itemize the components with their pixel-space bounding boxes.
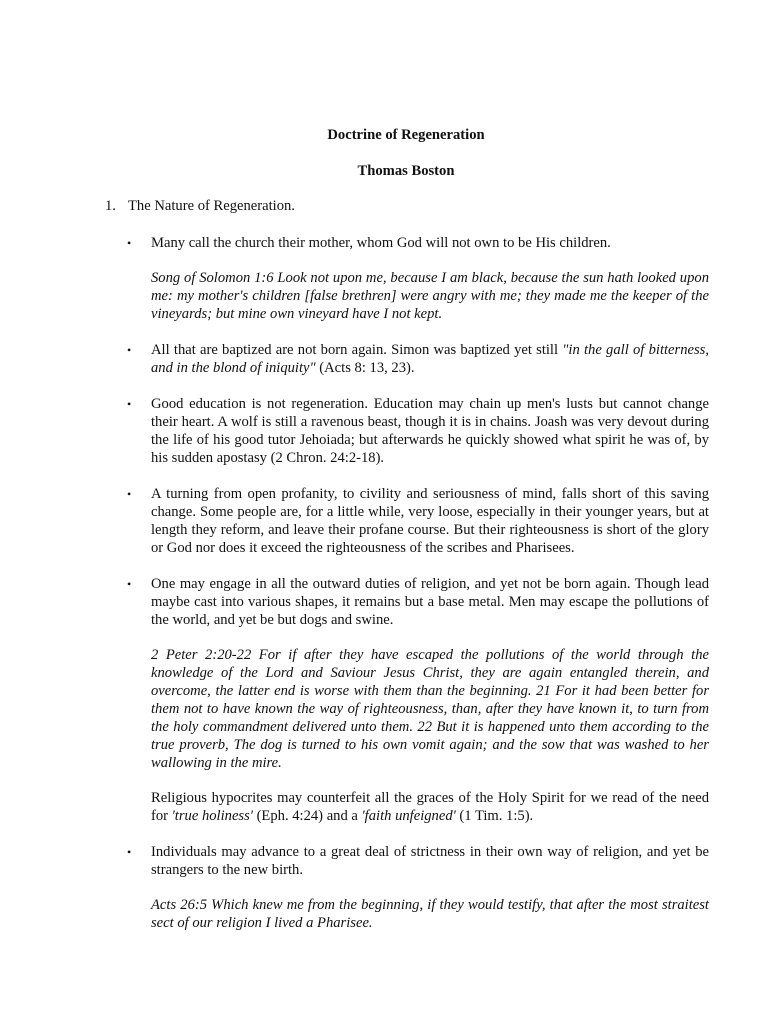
- item-text: A turning from open profanity, to civility and seriousness of mind, falls short of this saving change. Some people are, for a little while, very loose, especially in their younger years, but at length they reform, and leave their profane course. But their righteousness is short of the glory or God nor does it exceed the righteousness of the scribes and Pharisees.: [151, 486, 709, 556]
- document-author: Thomas Boston: [357, 163, 455, 179]
- list-item: [127, 843, 709, 932]
- bullet-icon: •: [127, 577, 132, 591]
- item-text: One may engage in all the outward duties of religion, and yet not be born again. Though lead maybe cast into various shapes, it remains but a base metal. Men may escape the pollutions of the world, and yet be but dogs and swine.: [151, 576, 709, 628]
- extra-text-italic-holiness: 'true holiness': [171, 808, 253, 824]
- extra-text-mid: (Eph. 4:24) and a: [252, 808, 362, 824]
- scripture-quote: 2 Peter 2:20-22 For if after they have escaped the pollutions of the world through the knowledge of the Lord and Saviour Jesus Christ, they are again entangled therein, and overcome, the latter end is worse with them than the beginning. 21 For it had been better for them not to have known the way of righteousness, than, after they have known it, to turn from the holy commandment delivered unto them. 22 But it is happened unto them according to the true proverb, The dog is turned to his own vomit again; and the sow that was washed to her wallowing in the mire.: [151, 647, 709, 771]
- section-number: 1.: [105, 198, 116, 214]
- item-text: Individuals may advance to a great deal of strictness in their own way of religion, and yet be strangers to the new birth.: [151, 844, 709, 878]
- section-heading-text: The Nature of Regeneration.: [128, 198, 295, 214]
- list-item: [127, 395, 709, 467]
- item-extra-text: [151, 789, 709, 825]
- bullet-list: [127, 234, 709, 950]
- bullet-icon: •: [127, 236, 132, 250]
- section-heading: [105, 197, 295, 215]
- bullet-icon: •: [127, 845, 132, 859]
- scripture-quote: Song of Solomon 1:6 Look not upon me, because I am black, because the sun hath looked upon me: my mother's children [false brethren] were angry with me; they made me the keeper of the vineyards; but mine own vineyard have I not kept.: [151, 270, 709, 322]
- list-item: [127, 485, 709, 557]
- document-title: Doctrine of Regeneration: [327, 127, 485, 143]
- list-item: [127, 341, 709, 377]
- extra-text-before: Religious hypocrites may counterfeit all the graces of the Holy Spirit for we read of the need for: [151, 790, 709, 824]
- item-text: Many call the church their mother, whom God will not own to be His children.: [151, 235, 611, 251]
- list-item: [127, 575, 709, 825]
- scripture-quote: Acts 26:5 Which knew me from the beginning, if they would testify, that after the most straitest sect of our religion I lived a Pharisee.: [151, 897, 709, 931]
- bullet-icon: •: [127, 343, 132, 357]
- extra-text-italic-faith: 'faith unfeigned': [361, 808, 456, 824]
- item-text: Good education is not regeneration. Education may chain up men's lusts but cannot change their heart. A wolf is still a ravenous beast, though it is in chains. Joash was very devout during the life of his good tutor Jehoiada; but afterwards he quickly showed what spirit he was of, by his sudden apostasy (2 Chron. 24:2-18).: [151, 396, 709, 466]
- item-text-after: (Acts 8: 13, 23).: [315, 360, 415, 376]
- extra-text-after: (1 Tim. 1:5).: [455, 808, 534, 824]
- item-text: [151, 341, 709, 377]
- item-text-before: All that are baptized are not born again. Simon was baptized yet still: [151, 342, 563, 358]
- item-text-italic: "in the gall of bitterness, and in the blond of iniquity": [151, 342, 709, 376]
- bullet-icon: •: [127, 487, 132, 501]
- list-item: [127, 234, 709, 323]
- bullet-icon: •: [127, 397, 132, 411]
